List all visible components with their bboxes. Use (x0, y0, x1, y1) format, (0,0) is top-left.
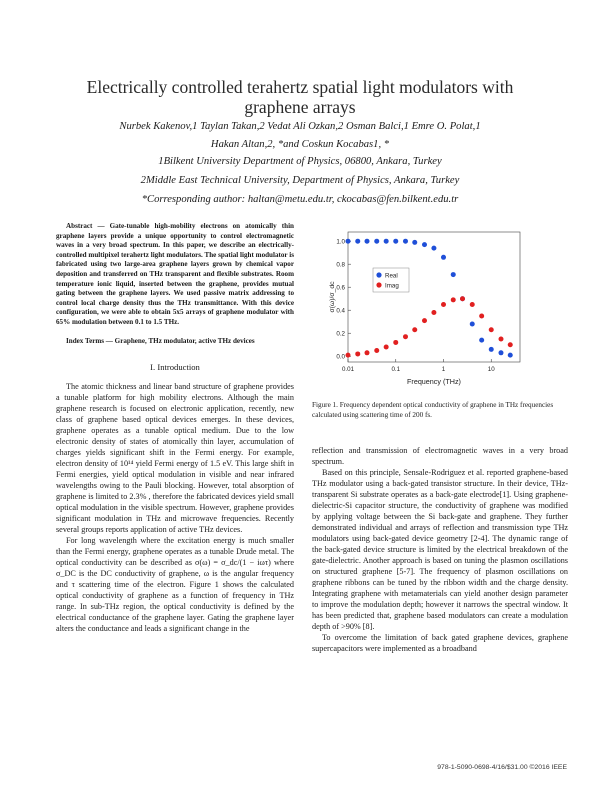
real-data-point (479, 338, 484, 343)
title-line-1: Electrically controlled terahertz spatial light modulators with (86, 77, 514, 97)
legend-real-marker (376, 272, 381, 277)
figure-1-chart (326, 226, 526, 389)
imag-data-point (489, 327, 494, 332)
imag-data-point (451, 297, 456, 302)
real-data-point (489, 347, 494, 352)
imag-data-point (365, 350, 370, 355)
y-tick-label: 0.6 (336, 284, 345, 292)
paper-title (60, 77, 540, 117)
right-paragraph-3: To overcome the limitation of back gated graphene devices, graphene supercapacitors were implemented as a broadband (312, 633, 568, 653)
figure-1-caption: Figure 1. Frequency dependent optical conductivity of graphene in THz frequencies calculated using scattering time of 200 fs. (312, 401, 554, 419)
real-data-point (412, 240, 417, 245)
section-heading-introduction: I. Introduction (150, 362, 200, 373)
plot-frame (348, 232, 520, 362)
y-axis-ticks (336, 238, 351, 360)
x-tick-label: 0.1 (391, 366, 401, 373)
imag-data-point (479, 313, 484, 318)
real-data-point (441, 255, 446, 260)
imag-data-point (393, 340, 398, 345)
real-data-point (374, 239, 379, 244)
real-data-point (451, 272, 456, 277)
y-tick-label: 0.4 (336, 307, 345, 315)
intro-paragraph-1: The atomic thickness and linear band structure of graphene provides a tunable platform for high mobility electrons. Although the main graphene research is focused on electronic application, recently, new class of graphene based optical devices emerges. In these devices, graphene operates as a tunable optical medium. Due to the low electronic density of states of atomically thin layer, accumulation of charges yields significant shift in the Fermi energy. For example, electron density of 10¹⁴ yield Fermi energy of 1.5 eV. This large shift in Fermi energies, yield optical modulation in visible and near infrared wavelengths owing to the Pauli blocking. However, total absorption of graphene is limited to 2.3% , therefore the fabricated devices yield small optical modulation in the visible spectrum. However, graphene provides significant modulation in THz and microwave frequencies. Recently several groups reports application of active THz devices. (56, 382, 294, 535)
x-axis-label: Frequency (THz) (407, 377, 461, 386)
data-points (346, 239, 513, 358)
imag-data-point (441, 302, 446, 307)
legend-real-label: Real (385, 272, 398, 280)
real-data-point (365, 239, 370, 244)
authors-line-2: Hakan Altan,2, *and Coskun Kocabas1, * (210, 139, 390, 150)
right-column (312, 445, 568, 654)
x-tick-label: 1 (441, 366, 446, 373)
real-data-point (431, 246, 436, 251)
real-data-point (346, 239, 351, 244)
imag-data-point (346, 353, 351, 358)
legend-imag-label: Imag (385, 282, 399, 290)
y-tick-label: 0.2 (336, 330, 345, 338)
imag-data-point (422, 318, 427, 323)
imag-data-point (355, 351, 360, 356)
conductivity-plot (326, 226, 526, 389)
left-column (56, 222, 294, 634)
real-data-point (422, 242, 427, 247)
legend-imag-marker (376, 282, 381, 287)
imag-data-point (508, 342, 513, 347)
copyright-footer: 978-1-5090-0698-4/16/$31.00 ©2016 IEEE (437, 764, 567, 771)
y-tick-label: 0.8 (336, 261, 345, 269)
imag-data-point (431, 310, 436, 315)
real-data-point (393, 239, 398, 244)
title-line-2: graphene arrays (244, 97, 356, 117)
real-data-point (403, 239, 408, 244)
imag-data-point (498, 336, 503, 341)
imag-data-point (384, 345, 389, 350)
real-data-point (508, 353, 513, 358)
y-tick-label: 0.0 (336, 353, 345, 361)
corresponding-author: *Corresponding author: haltan@metu.edu.tr, ckocabas@fen.bilkent.edu.tr (141, 194, 459, 205)
x-tick-label: 10 (487, 366, 495, 373)
authors-line-1: Nurbek Kakenov,1 Taylan Takan,2 Vedat Ali Ozkan,2 Osman Balci,1 Emre O. Polat,1 (119, 121, 481, 132)
right-paragraph-1: reflection and transmission of electromagnetic waves in a very broad spectrum. (312, 446, 568, 466)
real-data-point (498, 350, 503, 355)
imag-data-point (403, 334, 408, 339)
y-axis-label: σ(ω)/σ_dc (329, 281, 336, 313)
affiliation-metu: 2Middle East Technical University, Department of Physics, Ankara, Turkey (140, 175, 460, 186)
legend (373, 268, 409, 292)
index-terms: Index Terms — Graphene, THz modulator, active THz devices (66, 336, 255, 345)
intro-paragraph-2: For long wavelength where the excitation energy is much smaller than the Fermi energy, graphene operates as a tunable Drude metal. The optical conductivity can be described as σ(ω) = σ_dc/(1 − iωτ) where σ_DC is the DC conductivity of graphene, ω is the angular frequency and τ scattering time of the electron. Figure 1 shows the calculated optical conductivity of graphene as a function of frequency in THz range. In sub-THz region, the optical conductivity is defined by the electrical conductance of the graphene layer. Gating the graphene layer alters the conductance and leads a significant change in the (56, 536, 294, 634)
imag-data-point (470, 302, 475, 307)
right-paragraph-2: Based on this principle, Sensale-Rodriguez et al. reported graphene-based THz modulator using a back-gated transistor structure. In their device, THz-transparent Si substrate operates as a back-gate electrode[1]. Using graphene-dielectric-Si capacitor structure, the conductivity of graphene was modified by applying voltage between the Si back-gate and graphene. They further demonstrated individual and arrays of reflection and transmission type THz modulators using back-gated device geometry [2-4]. The dynamic range of the back-gated device structure is limited by the electrical breakdown of the gate-dielectric. Another approach is based on tuning the plasmon oscillations on structured graphene [5-7]. The frequency of plasmon oscillations on graphene ribbons can be tuned by the ribbon width and the charge density. Integrating graphene with metamaterials can yield another design parameter to improve the modulation depth; however it narrows the spectral window. It has been predicted that, graphene based modulators can create a modulation depth of >90% [8]. (312, 468, 568, 631)
real-data-point (384, 239, 389, 244)
abstract: Abstract — Gate-tunable high-mobility electrons on atomically thin graphene layers provide a unique opportunity to control electromagnetic waves in a very broad spectrum. In this paper, we describe an electrically-controlled multipixel terahertz light modulators. The spatial light modulator is fabricated using two large-area graphene layers grown by chemical vapor deposition and transferred on THz transparent and flexible substrates. Room temperature ionic liquid, inserted between the graphene, provides mutual gating between the graphene layers. We used passive matrix addressing to control local charge density thus the THz transmittance. With this device configuration, we were able to obtain 5x5 arrays of graphene modulator with 65% modulation between 0.1 to 1.5 THz. (56, 222, 294, 326)
y-tick-label: 1.0 (336, 238, 345, 246)
affiliation-bilkent: 1Bilkent University Department of Physics, 06800, Ankara, Turkey (158, 156, 442, 167)
x-tick-label: 0.01 (341, 366, 355, 373)
real-data-point (470, 322, 475, 327)
author-list (70, 118, 530, 154)
real-data-point (355, 239, 360, 244)
imag-data-point (374, 348, 379, 353)
imag-data-point (412, 327, 417, 332)
imag-data-point (460, 296, 465, 301)
x-axis-ticks (342, 359, 495, 373)
